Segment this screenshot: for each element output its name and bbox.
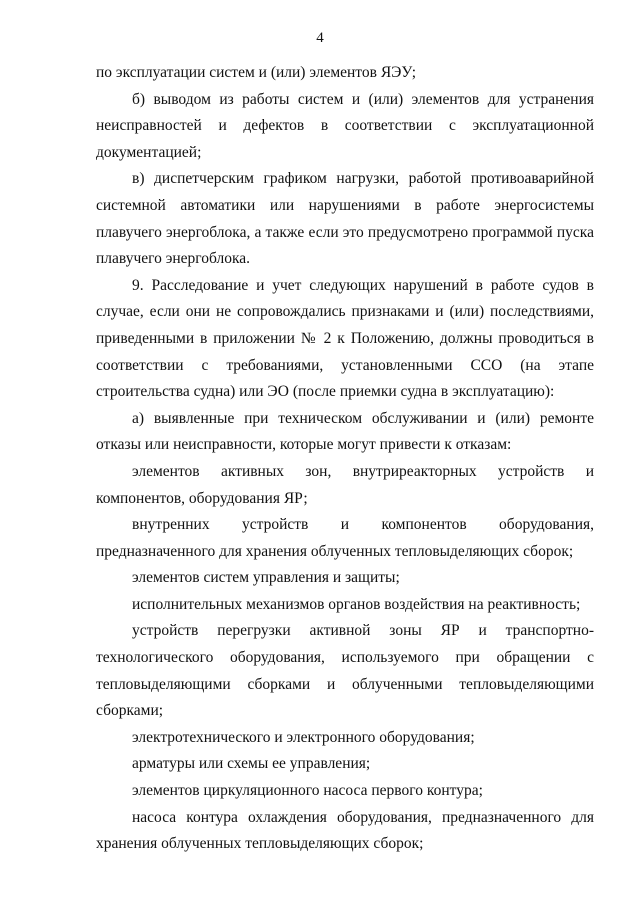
paragraph: 9. Расследование и учет следующих нарушений в работе судов в случае, если они не сопровождались признаками и (или) последствиями, приведенными в приложении № 2 к Положению, должны проводиться в соответствии с требованиями, установленными ССО (на этапе строительства судна) или ЭО (после приемки судна в эксплуатацию): (96, 276, 594, 401)
page-number: 4 (316, 30, 324, 46)
paragraph: элементов активных зон, внутриреакторных устройств и компонентов, оборудования ЯР; (96, 462, 594, 507)
paragraph: по эксплуатации систем и (или) элементов ЯЭУ; (96, 64, 417, 81)
paragraph: элементов систем управления и защиты; (132, 569, 400, 587)
paragraph: элементов циркуляционного насоса первого контура; (132, 782, 483, 800)
paragraph: а) выявленные при техническом обслуживании и (или) ремонте отказы или неисправности, которые могут привести к отказам: (96, 409, 594, 454)
paragraph: устройств перегрузки активной зоны ЯР и транспортно-технологического оборудования, используемого при обращении с тепловыделяющими сборками и облученными тепловыделяющими сборками; (96, 622, 594, 720)
paragraph: внутренних устройств и компонентов оборудования, предназначенного для хранения облученных тепловыделяющих сборок; (96, 516, 594, 560)
paragraph: электротехнического и электронного оборудования; (132, 728, 475, 746)
paragraph: насоса контура охлаждения оборудования, предназначенного для хранения облученных тепловыделяющих сборок; (96, 808, 594, 853)
paragraph: исполнительных механизмов органов воздействия на реактивность; (132, 595, 581, 613)
document-body (96, 60, 594, 858)
paragraph: арматуры или схемы ее управления; (132, 755, 371, 773)
paragraph: б) выводом из работы систем и (или) элементов для устранения неисправностей и дефектов в соответствии с эксплуатационной документацией; (96, 90, 594, 161)
paragraph: в) диспетчерским графиком нагрузки, работой противоаварийной системной автоматики или нарушениями в работе энергосистемы плавучего энергоблока, а также если это предусмотрено программой пуска плавучего энергоблока. (96, 170, 594, 268)
